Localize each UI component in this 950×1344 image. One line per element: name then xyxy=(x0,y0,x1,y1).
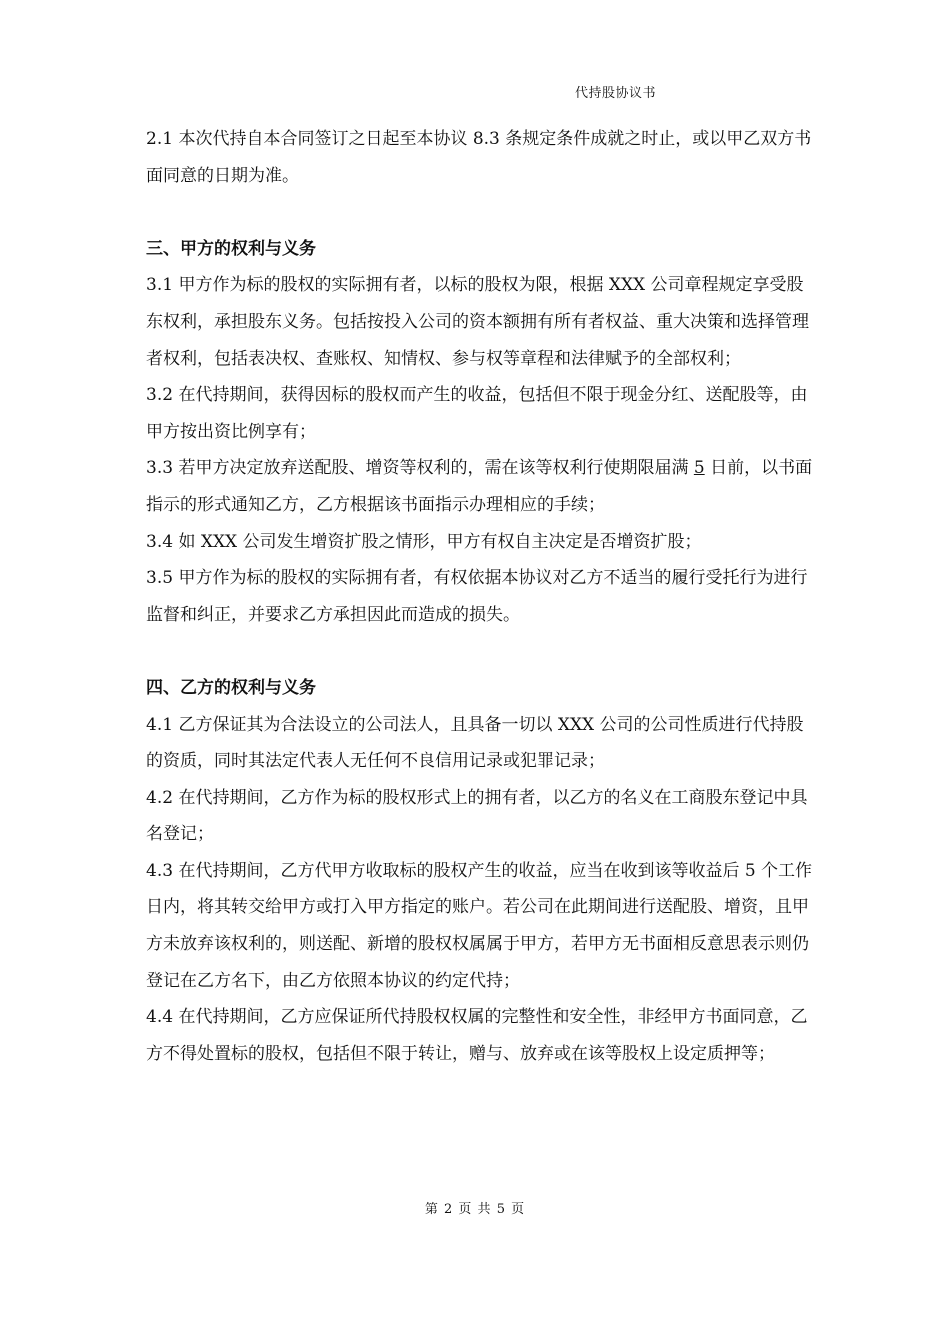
clause-3-3-text-b: 日前，以书面指示的形式通知乙方，乙方根据该书面指示办理相应的手续； xyxy=(146,458,813,515)
clause-3-3 xyxy=(146,450,816,523)
page-number-footer: 第 2 页 共 5 页 xyxy=(424,1202,526,1217)
clause-3-3-text-a: 3.3 若甲方决定放弃送配股、增资等权利的，需在该等权利行使期限届满 xyxy=(146,458,694,479)
section-heading-party-a: 三、甲方的权利与义务 xyxy=(146,238,316,259)
document-body xyxy=(146,121,816,1072)
section-spacer xyxy=(146,194,816,231)
clause-3-5: 3.5 甲方作为标的股权的实际拥有者，有权依据本协议对乙方不适当的履行受托行为进行监督和纠正，并要求乙方承担因此而造成的损失。 xyxy=(146,568,808,625)
clause-3-4: 3.4 如 XXX 公司发生增资扩股之情形，甲方有权自主决定是否增资扩股； xyxy=(146,531,702,552)
clause-2-1: 2.1 本次代持自本合同签订之日起至本协议 8.3 条规定条件成就之时止，或以甲乙双方书面同意的日期为准。 xyxy=(146,129,812,186)
clause-3-1: 3.1 甲方作为标的股权的实际拥有者，以标的股权为限，根据 XXX 公司章程规定享受股东权利，承担股东义务。包括按投入公司的资本额拥有所有者权益、重大决策和选择管理者权利，包括表决权、查账权、知情权、参与权等章程和法律赋予的全部权利； xyxy=(146,275,809,369)
clause-4-4: 4.4 在代持期间，乙方应保证所代持股权权属的完整性和安全性，非经甲方书面同意，乙方不得处置标的股权，包括但不限于转让，赠与、放弃或在该等股权上设定质押等； xyxy=(146,1007,808,1064)
clause-4-3: 4.3 在代持期间，乙方代甲方收取标的股权产生的收益，应当在收到该等收益后 5 个工作日内，将其转交给甲方或打入甲方指定的账户。若公司在此期间进行送配股、增资，且甲方未放弃该权利的，则送配、新增的股权权属属于甲方，若甲方无书面相反意思表示则仍登记在乙方名下，由乙方依照本协议的约定代持； xyxy=(146,860,813,991)
document-header-title: 代持股协议书 xyxy=(575,86,657,101)
clause-4-2: 4.2 在代持期间，乙方作为标的股权形式上的拥有者，以乙方的名义在工商股东登记中具名登记； xyxy=(146,787,808,845)
clause-3-3-days: 5 xyxy=(693,458,705,479)
clause-3-2: 3.2 在代持期间，获得因标的股权而产生的收益，包括但不限于现金分红、送配股等，由甲方按出资比例享有； xyxy=(146,385,808,442)
section-heading-party-b: 四、乙方的权利与义务 xyxy=(146,677,316,698)
clause-4-1: 4.1 乙方保证其为合法设立的公司法人，且具备一切以 XXX 公司的公司性质进行代持股的资质，同时其法定代表人无任何不良信用记录或犯罪记录； xyxy=(146,714,804,772)
section-spacer xyxy=(146,633,816,670)
